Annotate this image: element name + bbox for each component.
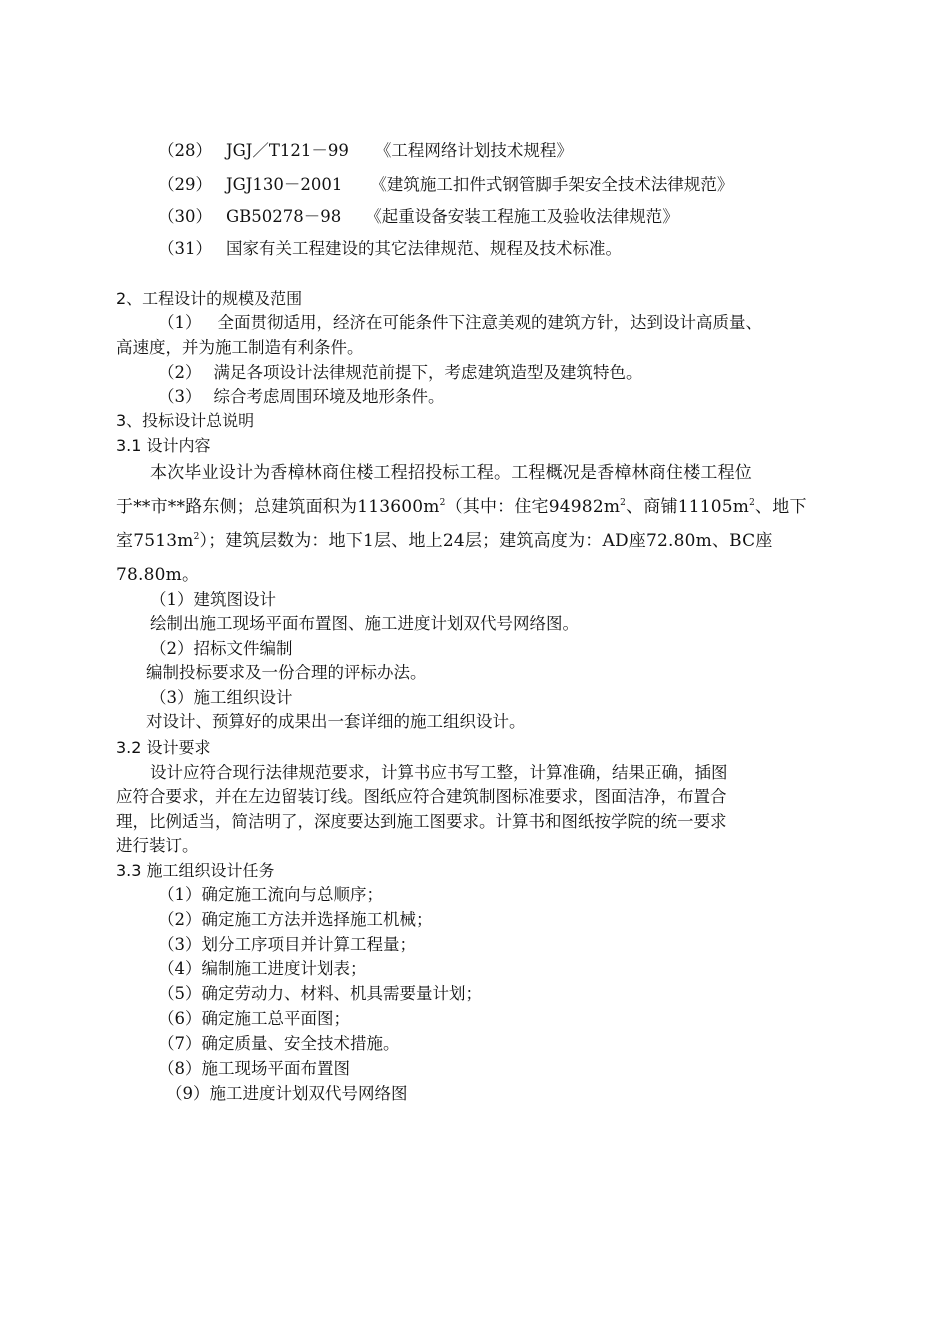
task-item: （6）确定施工总平面图；: [158, 1009, 350, 1028]
superscript: 2: [620, 498, 627, 508]
paragraph-line: 设计应符合现行法律规范要求，计算书应书写工整，计算准确，结果正确，插图: [150, 763, 728, 782]
task-item: （8）施工现场平面布置图: [158, 1059, 350, 1078]
ref-text: 国家有关工程建设的其它法律规范、规程及技术标准。: [226, 239, 622, 258]
superscript: 2: [439, 498, 446, 508]
content-item-desc: 对设计、预算好的成果出一套详细的施工组织设计。: [146, 712, 526, 731]
ref-number: （28）: [158, 141, 212, 160]
content-item-title: （3）施工组织设计: [150, 688, 293, 707]
ref-code: JGJ130－2001: [226, 175, 343, 194]
content-item-desc: 编制投标要求及一份合理的评标办法。: [146, 663, 427, 682]
text-run: 室7513m: [116, 531, 194, 551]
superscript: 2: [193, 532, 200, 542]
task-item: （9）施工进度计划双代号网络图: [166, 1084, 408, 1103]
ref-title: 《建筑施工扣件式钢管脚手架安全技术法律规范》: [370, 175, 734, 194]
ref-number: （31）: [158, 239, 212, 258]
text-run: 、地下: [755, 497, 807, 517]
ref-item-31: [158, 238, 622, 260]
paragraph-line: [158, 312, 762, 334]
text-run: （其中：住宅94982m: [445, 497, 621, 517]
item-text: 全面贯彻适用，经济在可能条件下注意美观的建筑方针，达到设计高质量、: [217, 313, 762, 332]
paragraph-line: 78.80m。: [116, 565, 200, 585]
item-text: 综合考虑周围环境及地形条件。: [213, 387, 445, 406]
task-item: （4）编制施工进度计划表；: [158, 959, 367, 978]
item-text: 满足各项设计法律规范前提下，考虑建筑造型及建筑特色。: [213, 363, 643, 382]
task-item: （5）确定劳动力、材料、机具需要量计划；: [158, 984, 482, 1003]
content-item-title: （1）建筑图设计: [150, 590, 276, 609]
ref-number: （30）: [158, 207, 212, 226]
ref-title: 《起重设备安装工程施工及验收法律规范》: [365, 207, 679, 226]
subsection-heading: 3.1 设计内容: [116, 436, 211, 455]
text-run: 、商铺11105m: [626, 497, 750, 517]
task-item: （7）确定质量、安全技术措施。: [158, 1034, 400, 1053]
ref-title: 《工程网络计划技术规程》: [374, 141, 573, 160]
text-run: 于**市**路东侧；总建筑面积为113600m: [116, 497, 440, 517]
item-number: （3）: [158, 387, 202, 406]
ref-item-29: [158, 174, 733, 196]
paragraph-line: [158, 362, 643, 384]
superscript: 2: [749, 498, 756, 508]
paragraph-line: 应符合要求，并在左边留装订线。图纸应符合建筑制图标准要求，图面洁净，布置合: [116, 787, 727, 806]
task-item: （3）划分工序项目并计算工程量；: [158, 935, 416, 954]
item-number: （2）: [158, 363, 202, 382]
paragraph-line: [158, 386, 445, 408]
content-item-desc: 绘制出施工现场平面布置图、施工进度计划双代号网络图。: [150, 614, 579, 633]
paragraph-line: 高速度，并为施工制造有利条件。: [116, 338, 364, 357]
subsection-heading: 3.2 设计要求: [116, 738, 211, 757]
paragraph-line: 理，比例适当，简洁明了，深度要达到施工图要求。计算书和图纸按学院的统一要求: [116, 812, 727, 831]
paragraph-line: [116, 530, 773, 552]
ref-item-30: [158, 206, 679, 228]
ref-number: （29）: [158, 175, 212, 194]
paragraph-line: 本次毕业设计为香樟林商住楼工程招投标工程。工程概况是香樟林商住楼工程位: [150, 463, 752, 483]
section-heading: 2、工程设计的规模及范围: [116, 289, 303, 308]
task-item: （2）确定施工方法并选择施工机械；: [158, 910, 433, 929]
ref-item-28: [158, 140, 573, 162]
paragraph-line: [116, 496, 807, 518]
task-item: （1）确定施工流向与总顺序；: [158, 885, 383, 904]
subsection-heading: 3.3 施工组织设计任务: [116, 861, 275, 880]
ref-code: JGJ／T121－99: [226, 141, 349, 160]
ref-code: GB50278－98: [226, 207, 342, 226]
item-number: （1）: [158, 313, 202, 332]
paragraph-line: 进行装订。: [116, 836, 199, 855]
content-item-title: （2）招标文件编制: [150, 639, 293, 658]
text-run: ）；建筑层数为：地下1层、地上24层；建筑高度为：AD座72.80m、BC座: [199, 531, 773, 551]
section-heading: 3、投标设计总说明: [116, 411, 255, 430]
